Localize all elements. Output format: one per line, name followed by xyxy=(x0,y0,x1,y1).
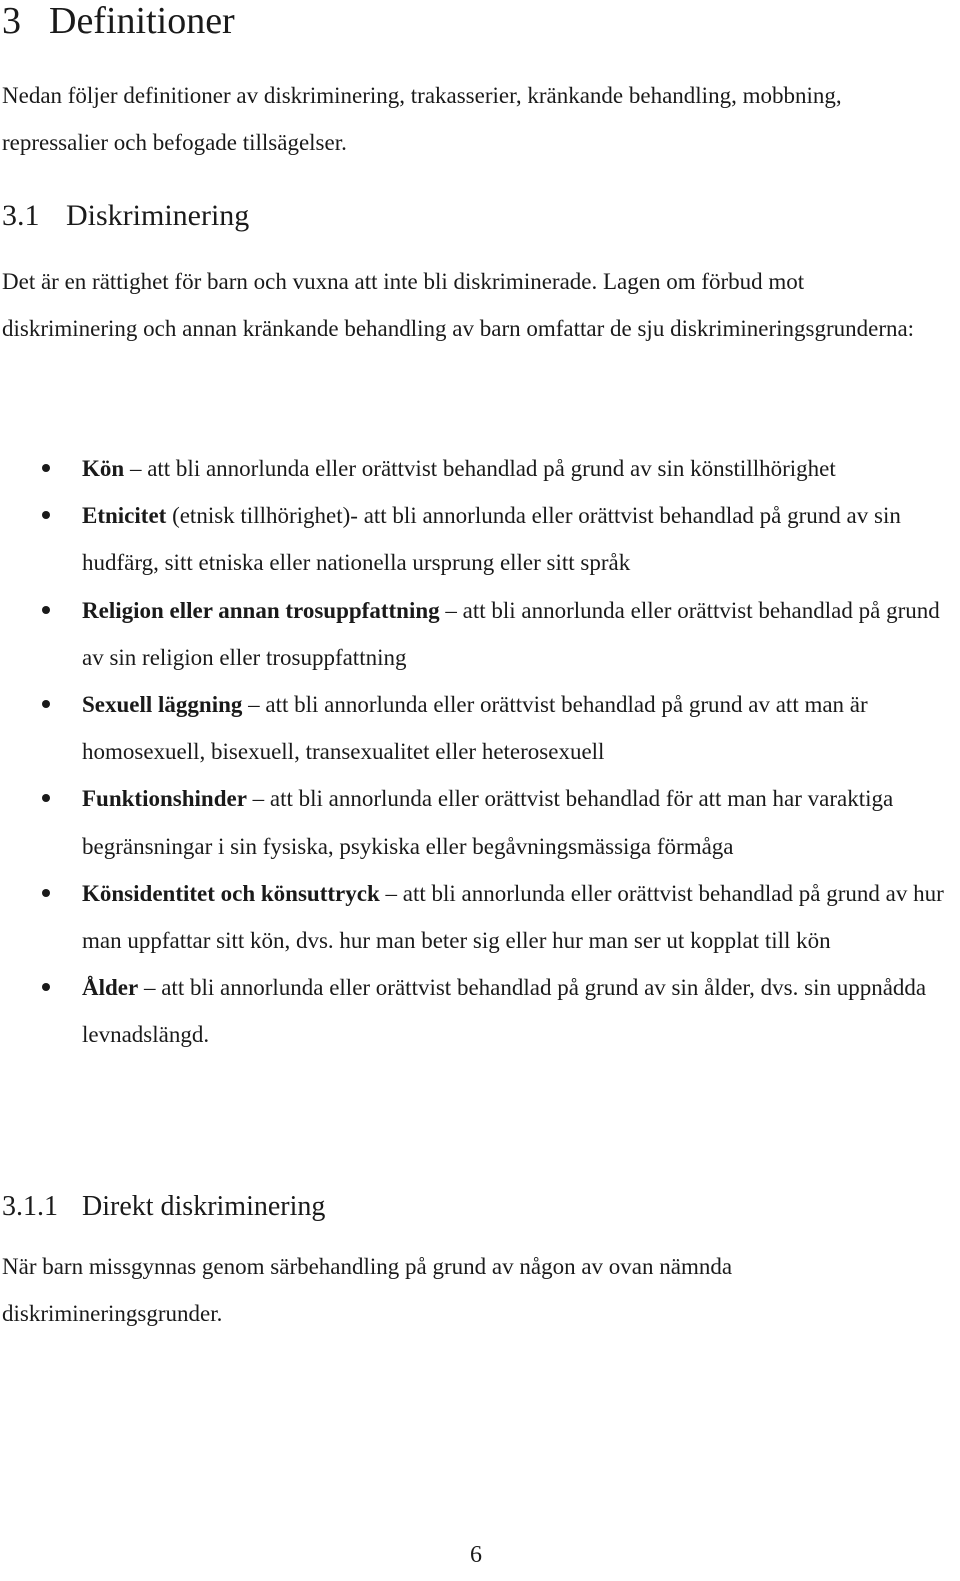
list-item xyxy=(0,775,956,869)
grounds-list xyxy=(0,445,956,1059)
ground-description: – att bli annorlunda eller orättvist behandlad på grund av hur man uppfattar sitt kön, dvs. hur man beter sig eller hur man ser ut kopplat till kön xyxy=(82,880,944,954)
list-item xyxy=(0,681,956,775)
bullet-icon xyxy=(42,794,50,802)
list-item xyxy=(0,870,956,964)
subsection-heading xyxy=(2,196,249,236)
ground-term: Funktionshinder xyxy=(82,786,247,812)
ground-term: Religion eller annan trosuppfattning xyxy=(82,597,440,623)
section-title: Definitioner xyxy=(49,0,235,42)
ground-description: (etnisk tillhörighet)- att bli annorlunda eller orättvist behandlad på grund av sin hudfärg, sitt etniska eller nationella ursprung eller sitt språk xyxy=(82,503,901,576)
direkt-paragraph: När barn missgynnas genom särbehandling på grund av någon av ovan nämnda diskrimineringsgrunder. xyxy=(2,1254,733,1326)
bullet-icon xyxy=(42,606,50,614)
diskriminering-paragraph: Det är en rättighet för barn och vuxna att inte bli diskriminerade. Lagen om förbud mot diskriminering och annan kränkande behandling av barn omfattar de sju diskrimineringsgrunderna: xyxy=(2,269,915,341)
bullet-icon xyxy=(42,464,50,472)
list-item xyxy=(0,587,956,681)
ground-description: – att bli annorlunda eller orättvist behandlad på grund av sin religion eller trosuppfattning xyxy=(82,597,940,670)
intro-paragraph: Nedan följer definitioner av diskriminering, trakasserier, kränkande behandling, mobbning, repressalier och befogade tillsägelser. xyxy=(2,83,842,155)
list-item xyxy=(0,964,956,1058)
list-item xyxy=(0,445,956,492)
section-number: 3 xyxy=(2,0,21,42)
subsubsection-heading xyxy=(2,1187,325,1227)
ground-term: Könsidentitet och könsuttryck xyxy=(82,880,380,906)
ground-term: Etnicitet xyxy=(82,503,167,529)
ground-description: – att bli annorlunda eller orättvist behandlad för att man har varaktiga begränsningar i sin fysiska, psykiska eller begåvningsmässiga förmåga xyxy=(82,786,894,859)
subsection-number: 3.1 xyxy=(2,199,40,232)
ground-term: Ålder xyxy=(82,975,139,1001)
ground-description: – att bli annorlunda eller orättvist behandlad på grund av sin könstillhörighet xyxy=(124,456,836,481)
bullet-icon xyxy=(42,700,50,708)
ground-term: Kön xyxy=(82,456,125,481)
bullet-icon xyxy=(42,511,50,519)
ground-description: – att bli annorlunda eller orättvist behandlad på grund av att man är homosexuell, bisexuell, transexualitet eller heterosexuell xyxy=(82,692,868,765)
bullet-icon xyxy=(42,983,50,991)
list-item xyxy=(0,492,956,586)
subsubsection-title: Direkt diskriminering xyxy=(82,1191,326,1222)
section-heading xyxy=(2,0,235,42)
ground-description: – att bli annorlunda eller orättvist behandlad på grund av sin ålder, dvs. sin uppnådda levnadslängd. xyxy=(82,975,927,1048)
page-number: 6 xyxy=(470,1542,482,1568)
subsection-title: Diskriminering xyxy=(66,199,250,232)
subsubsection-number: 3.1.1 xyxy=(2,1191,58,1222)
ground-term: Sexuell läggning xyxy=(82,692,243,718)
bullet-icon xyxy=(42,889,50,897)
